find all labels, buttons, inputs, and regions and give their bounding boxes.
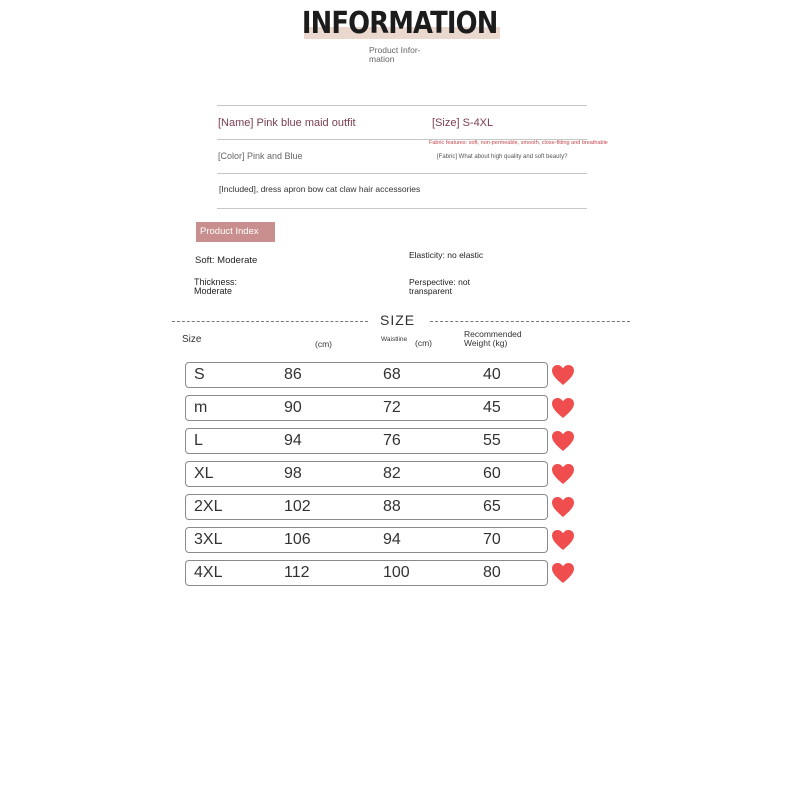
col-header-weight: Recommended Weight (kg) bbox=[464, 329, 522, 348]
product-fabric: [Fabric] What about high quality and soft beauty? bbox=[437, 154, 568, 160]
page-subtitle: Product Infor-mation bbox=[369, 45, 421, 64]
table-row bbox=[185, 527, 548, 553]
table-row bbox=[185, 428, 548, 454]
product-name: [Name] Pink blue maid outfit bbox=[218, 117, 356, 129]
col-header-waist-unit: (cm) bbox=[415, 338, 432, 348]
col-header-size: Size bbox=[182, 334, 202, 345]
table-row bbox=[185, 560, 548, 586]
weight-cell: 60 bbox=[483, 465, 501, 482]
weight-cell: 55 bbox=[483, 432, 501, 449]
waist-cell: 94 bbox=[383, 531, 401, 548]
weight-cell: 80 bbox=[483, 564, 501, 581]
index-elasticity: Elasticity: no elastic bbox=[409, 250, 484, 260]
dashed-divider-right bbox=[430, 321, 630, 322]
weight-cell: 70 bbox=[483, 531, 501, 548]
product-color: [Color] Pink and Blue bbox=[218, 151, 303, 161]
col-header-bust-unit: (cm) bbox=[315, 339, 332, 349]
size-cell: XL bbox=[194, 465, 214, 482]
waist-cell: 68 bbox=[383, 366, 401, 383]
size-cell: S bbox=[194, 366, 205, 383]
table-row bbox=[185, 494, 548, 520]
heart-icon bbox=[551, 364, 575, 386]
waist-cell: 100 bbox=[383, 564, 410, 581]
title-wrap bbox=[0, 6, 800, 41]
bust-cell: 106 bbox=[284, 531, 311, 548]
heart-icon bbox=[551, 430, 575, 452]
divider bbox=[217, 208, 587, 209]
size-cell: 4XL bbox=[194, 564, 223, 581]
bust-cell: 90 bbox=[284, 399, 302, 416]
index-thickness: Thickness: Moderate bbox=[194, 277, 238, 296]
bust-cell: 98 bbox=[284, 465, 302, 482]
fabric-features: Fabric features: soft, non-permeable, smooth, close-fitting and breathable bbox=[429, 140, 608, 146]
heart-icon bbox=[551, 463, 575, 485]
waist-cell: 72 bbox=[383, 399, 401, 416]
dashed-divider-left bbox=[172, 321, 368, 322]
weight-cell: 40 bbox=[483, 366, 501, 383]
divider bbox=[217, 105, 587, 106]
heart-icon bbox=[551, 529, 575, 551]
size-cell: m bbox=[194, 399, 208, 416]
size-cell: 3XL bbox=[194, 531, 223, 548]
weight-cell: 65 bbox=[483, 498, 501, 515]
page-title: INFORMATION bbox=[302, 6, 498, 41]
heart-icon bbox=[551, 496, 575, 518]
waist-cell: 82 bbox=[383, 465, 401, 482]
product-size-range: [Size] S-4XL bbox=[432, 117, 494, 129]
bust-cell: 112 bbox=[284, 564, 310, 581]
weight-cell: 45 bbox=[483, 399, 501, 416]
product-included: [Included], dress apron bow cat claw hair accessories bbox=[219, 184, 421, 194]
bust-cell: 86 bbox=[284, 366, 302, 383]
divider bbox=[217, 173, 587, 174]
index-soft: Soft: Moderate bbox=[195, 255, 258, 266]
size-cell: 2XL bbox=[194, 498, 223, 515]
bust-cell: 102 bbox=[284, 498, 311, 515]
heart-icon bbox=[551, 562, 575, 584]
waist-cell: 76 bbox=[383, 432, 401, 449]
col-header-waist: Waistline bbox=[381, 336, 408, 343]
size-cell: L bbox=[194, 432, 203, 449]
table-row bbox=[185, 362, 548, 388]
bust-cell: 94 bbox=[284, 432, 302, 449]
size-heading: SIZE bbox=[380, 312, 416, 328]
heart-icon bbox=[551, 397, 575, 419]
product-index-badge: Product Index bbox=[196, 222, 275, 242]
table-row bbox=[185, 461, 548, 487]
table-row bbox=[185, 395, 548, 421]
index-perspective: Perspective: not transparent bbox=[409, 277, 470, 296]
waist-cell: 88 bbox=[383, 498, 401, 515]
